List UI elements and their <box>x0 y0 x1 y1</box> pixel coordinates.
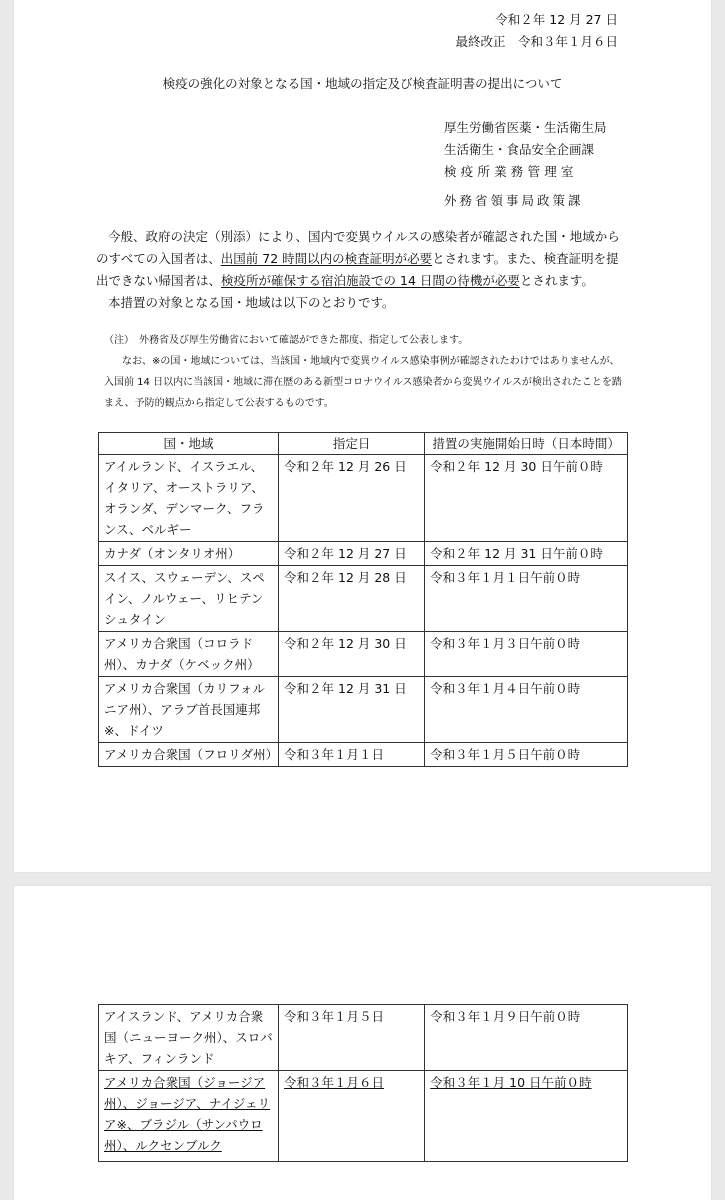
paragraph-2: 本措置の対象となる国・地域は以下のとおりです。 <box>108 295 395 310</box>
underlined-quarantine-requirement: 検疫所が確保する宿泊施設での 14 日間の待機が必要 <box>221 273 520 288</box>
table-row <box>99 1005 628 1071</box>
table-row <box>99 542 628 566</box>
cell-designated: 令和２年 12 月 27 日 <box>279 542 425 566</box>
body-text <box>96 226 626 314</box>
cell-designated: 令和３年１月６日 <box>279 1071 425 1162</box>
cell-region: アイスランド、アメリカ合衆国（ニューヨーク州）、スロバキア、フィンランド <box>99 1005 279 1071</box>
department-food-safety: 生活衛生・食品安全企画課 <box>444 142 595 157</box>
cell-start: 令和３年１月 10 日午前０時 <box>425 1071 628 1162</box>
note-1: （注） 外務省及び厚生労働省において確認ができた都度、指定して公表します。 <box>104 335 469 346</box>
table-row <box>99 455 628 542</box>
header-designated-date: 指定日 <box>279 433 425 455</box>
table-row <box>99 632 628 677</box>
table-header-row <box>99 433 628 455</box>
cell-region: アメリカ合衆国（コロラド州）、カナダ（ケベック州） <box>99 632 279 677</box>
table-row <box>99 677 628 743</box>
note-block <box>104 330 624 414</box>
underlined-test-requirement: 出国前 72 時間以内の検査証明が必要 <box>220 251 433 266</box>
cell-start: 令和２年 12 月 30 日午前０時 <box>425 455 628 542</box>
header-start-date: 措置の実施開始日時（日本時間） <box>425 433 628 455</box>
cell-designated: 令和２年 12 月 26 日 <box>279 455 425 542</box>
department-mhlw: 厚生労働省医薬・生活衛生局 <box>444 120 607 135</box>
cell-designated: 令和２年 12 月 31 日 <box>279 677 425 743</box>
note-2: なお、※の国・地域については、当該国・地域内で変異ウイルス感染事例が確認されたわけではありませんが、入国前 14 日以内に当該国・地域に滞在歴のある新型コロナウイルス感染者から変異ウイルスが検出されたことを踏まえ、予防的観点から指定して公表するものです。 <box>104 356 622 409</box>
department-quarantine: 検疫所業務管理室 <box>444 164 578 179</box>
cell-region: アメリカ合衆国（カリフォルニア州）、アラブ首長国連邦※、ドイツ <box>99 677 279 743</box>
cell-region: アイルランド、イスラエル、イタリア、オーストラリア、オランダ、デンマーク、フランス、ベルギー <box>99 455 279 542</box>
header-region: 国・地域 <box>99 433 279 455</box>
designation-table <box>98 432 628 767</box>
cell-designated: 令和２年 12 月 28 日 <box>279 566 425 632</box>
document-page-1 <box>14 0 711 872</box>
cell-designated: 令和３年１月１日 <box>279 743 425 767</box>
cell-start: 令和２年 12 月 31 日午前０時 <box>425 542 628 566</box>
department-mofa: 外務省領事局政策課 <box>444 193 584 208</box>
designation-table-continued <box>98 1004 628 1162</box>
cell-start: 令和３年１月５日午前０時 <box>425 743 628 767</box>
cell-start: 令和３年１月３日午前０時 <box>425 632 628 677</box>
cell-start: 令和３年１月４日午前０時 <box>425 677 628 743</box>
table-row <box>99 566 628 632</box>
table-row <box>99 743 628 767</box>
cell-region: アメリカ合衆国（ジョージア州）、ジョージア、ナイジェリア※、ブラジル（サンパウロ州）、ルクセンブルク <box>99 1071 279 1162</box>
document-title: 検疫の強化の対象となる国・地域の指定及び検査証明書の提出について <box>162 76 563 91</box>
issue-date: 令和２年 12 月 27 日 <box>495 12 618 27</box>
cell-start: 令和３年１月９日午前０時 <box>425 1005 628 1071</box>
document-page-2 <box>14 886 711 1200</box>
cell-region: アメリカ合衆国（フロリダ州） <box>99 743 279 767</box>
cell-region: カナダ（オンタリオ州） <box>99 542 279 566</box>
cell-start: 令和３年１月１日午前０時 <box>425 566 628 632</box>
table-row <box>99 1071 628 1162</box>
cell-region: スイス、スウェーデン、スペイン、ノルウェー、リヒテンシュタイン <box>99 566 279 632</box>
cell-designated: 令和３年１月５日 <box>279 1005 425 1071</box>
paragraph-1: 今般、政府の決定（別添）により、国内で変異ウイルスの感染者が確認された国・地域からのすべての入国者は、出国前 72 時間以内の検査証明が必要とされます。また、検査証明を提出できない帰国者は、検疫所が確保する宿泊施設での 14 日間の待機が必要とされます。 <box>96 229 620 288</box>
cell-designated: 令和２年 12 月 30 日 <box>279 632 425 677</box>
revision-date: 最終改正 令和３年１月６日 <box>455 34 618 49</box>
